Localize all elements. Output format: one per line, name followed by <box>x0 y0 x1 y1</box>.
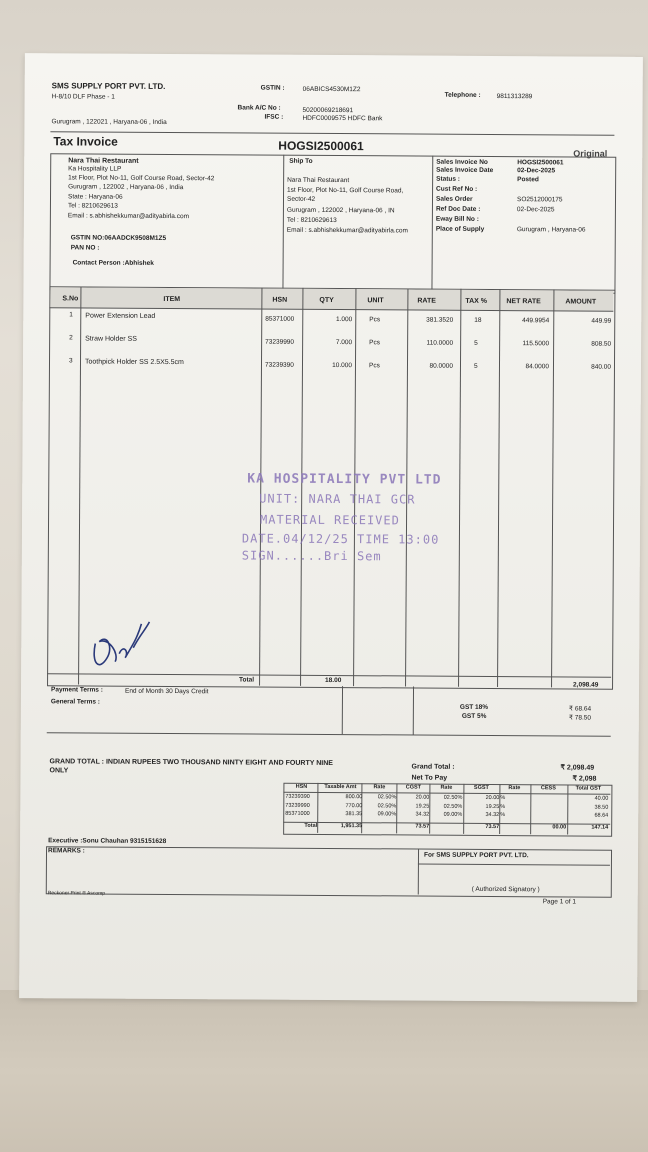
ship-to-address-2: Sector-42 <box>286 195 316 203</box>
contact-person: Contact Person :Abhishek <box>72 259 154 267</box>
tax-cell: 40.00 <box>594 795 609 802</box>
total-qty: 18.00 <box>325 676 342 685</box>
stamp-line-3: MATERIAL RECEIVED <box>260 512 400 528</box>
tax-header: CGST <box>405 784 422 791</box>
meta-value: Posted <box>517 176 539 184</box>
gst-18-value: ₹ 68.64 <box>568 705 592 713</box>
tax-header: Rate <box>440 784 453 791</box>
table-cell: 1.000 <box>335 316 353 324</box>
payment-terms-label: Payment Terms : <box>50 686 103 694</box>
seller-name: SMS SUPPLY PORT PVT. LTD. <box>51 81 166 91</box>
bill-to-address-1: 1st Floor, Plot No-11, Golf Course Road, Sector-42 <box>68 174 215 183</box>
table-cell: Power Extension Lead <box>85 312 156 320</box>
meta-label: Sales Invoice Date <box>436 166 494 174</box>
tax-total-cell: 147.14 <box>591 824 609 831</box>
table-cell: 115.5000 <box>522 340 550 348</box>
tax-cell: % <box>500 812 506 819</box>
tax-cell: 19.25 <box>415 803 430 810</box>
table-cell: 7.000 <box>335 339 353 347</box>
tax-header: CESS <box>540 785 556 792</box>
net-to-pay-value: ₹ 2,098 <box>572 775 597 783</box>
meta-label: Sales Invoice No <box>436 158 488 166</box>
seller-address-1: H-8/10 DLF Phase - 1 <box>51 93 115 101</box>
tax-cell: 02.50% <box>443 794 463 801</box>
tax-cell: 02.50% <box>377 802 397 809</box>
remarks-label: REMARKS : <box>47 847 85 855</box>
gst-5-value: ₹ 78.50 <box>568 714 592 722</box>
tax-total-cell: 73.57 <box>485 823 500 831</box>
column-header: RATE <box>417 297 436 305</box>
table-cell: 449.9954 <box>522 317 550 325</box>
tax-cell: 02.50% <box>443 803 463 810</box>
bill-to-email: Email : s.abhishekkumar@adityabirla.com <box>67 212 190 221</box>
ship-to-address-3: Gurugram , 122002 , Haryana-06 , IN <box>286 206 395 215</box>
total-label: Total <box>239 676 255 684</box>
general-terms-label: General Terms : <box>50 698 100 706</box>
ship-to-address-1: 1st Floor, Plot No-11, Golf Course Road, <box>287 186 404 195</box>
tax-header: Taxable Amt <box>324 783 357 791</box>
column-header: NET RATE <box>506 298 541 306</box>
tax-cell: 73239990 <box>285 802 310 809</box>
seller-address-2: Gurugram , 122021 , Haryana-06 , India <box>51 118 167 126</box>
tax-header: Rate <box>373 784 386 791</box>
grand-total-words-2: ONLY <box>49 767 69 775</box>
ifsc-label: IFSC : <box>264 113 284 121</box>
tax-cell: 20.00 <box>415 794 430 801</box>
doc-title: Tax Invoice <box>53 134 118 149</box>
table-cell: 80.0000 <box>429 362 454 370</box>
tax-cell: 73239390 <box>285 793 310 800</box>
handwritten-signature <box>89 614 159 674</box>
bill-to-state: State : Haryana-06 <box>67 193 123 201</box>
ship-to-label: Ship To <box>289 157 313 165</box>
payment-terms-value: End of Month 30 Days Credit <box>124 687 209 696</box>
ship-to-tel: Tel : 8210629613 <box>286 216 337 225</box>
table-cell: 449.99 <box>591 317 612 325</box>
tax-total-cell: 1,951.35 <box>340 823 363 830</box>
tax-header: Rate <box>508 785 521 792</box>
grand-total-value: ₹ 2,098.49 <box>560 764 595 772</box>
bill-to-company: Ka Hospitality LLP <box>68 165 122 173</box>
tax-cell: 34.32 <box>415 811 430 818</box>
net-to-pay-label: Net To Pay <box>411 774 448 782</box>
stamp-line-1: KA HOSPITALITY PVT LTD <box>247 471 442 488</box>
tax-cell: 38.50 <box>594 804 609 811</box>
tax-cell: 20.00 <box>485 794 500 802</box>
tax-cell: 09.00% <box>443 811 463 818</box>
table-cell: 110.0000 <box>426 339 454 347</box>
meta-label: Place of Supply <box>435 225 485 233</box>
table-cell: Pcs <box>369 339 380 347</box>
divider <box>50 131 614 135</box>
table-cell: Straw Holder SS <box>85 335 137 343</box>
table-cell: Pcs <box>368 362 380 370</box>
tax-cell: 19.25 <box>485 803 500 810</box>
gst-18-label: GST 18% <box>459 703 489 711</box>
table-cell: 2 <box>69 334 73 342</box>
for-company: For SMS SUPPLY PORT PVT. LTD. <box>423 851 529 860</box>
gst-5-label: GST 5% <box>461 712 487 720</box>
meta-label: Cust Ref No : <box>436 185 478 193</box>
table-cell: 18 <box>474 316 482 324</box>
meta-value: SO2512000175 <box>516 196 563 204</box>
meta-label: Eway Bill No : <box>435 215 479 223</box>
tax-cell: 34.32 <box>485 811 500 819</box>
table-cell: 85371000 <box>265 315 295 323</box>
column-header: HSN <box>272 296 288 304</box>
column-header: ITEM <box>163 295 181 304</box>
meta-label: Sales Order <box>435 195 473 203</box>
column-header: TAX % <box>465 297 488 305</box>
total-amount: 2,098.49 <box>573 681 599 689</box>
bill-to-pan: PAN NO : <box>70 244 100 252</box>
meta-value: HOGSI2500061 <box>517 159 564 167</box>
bill-to-gstin: GSTIN NO:06AADCK9508M1Z5 <box>70 234 167 242</box>
table-cell: 84.0000 <box>525 363 550 371</box>
telephone-value: 9811313289 <box>496 93 533 101</box>
table-cell: 73239990 <box>265 338 295 346</box>
grand-total-words: GRAND TOTAL : INDIAN RUPEES TWO THOUSAND NINTY EIGHT AND FOURTY NINE <box>49 758 333 768</box>
table-cell: Pcs <box>369 316 381 324</box>
meta-label: Ref Doc Date : <box>435 205 481 213</box>
bill-to-name: Nara Thai Restaurant <box>68 157 139 165</box>
table-cell: 381.3520 <box>426 316 454 324</box>
table-cell: 1 <box>69 311 73 319</box>
tax-header: Total GST <box>575 785 602 792</box>
table-cell: 10.000 <box>332 362 353 370</box>
ifsc-value: HDFC0009575 HDFC Bank <box>302 114 383 123</box>
meta-value: 02-Dec-2025 <box>516 206 555 214</box>
tax-header: HSN <box>295 783 308 790</box>
column-header: UNIT <box>367 297 384 305</box>
table-surface <box>0 990 648 1152</box>
column-header: S.No <box>62 295 79 303</box>
tax-cell: 02.50% <box>377 794 397 801</box>
meta-value: Gurugram , Haryana-06 <box>516 226 586 234</box>
stamp-line-5: SIGN......Bri Sem <box>241 548 382 564</box>
tax-header: SGST <box>473 784 489 791</box>
bill-to-tel: Tel : 8210629613 <box>67 202 118 210</box>
tax-total-cell: 00.00 <box>552 824 567 831</box>
table-cell: 3 <box>68 357 73 365</box>
tax-cell: 68.64 <box>594 812 609 819</box>
ship-to-name: Nara Thai Restaurant <box>287 176 350 185</box>
tax-total-cell: 73.57 <box>415 823 430 830</box>
table-cell: 5 <box>474 339 478 347</box>
stamp-line-4: DATE.04/12/25 TIME 13:00 <box>241 531 440 547</box>
gstin-value: 06ABICS4530M1Z2 <box>302 85 361 94</box>
page-number: Page 1 of 1 <box>542 898 576 906</box>
tax-cell: 770.00 <box>345 802 363 809</box>
stamp-line-2: UNIT: NARA THAI GCR <box>259 491 416 507</box>
copy-label: Original <box>573 148 608 159</box>
invoice-number: HOGSI2500061 <box>278 138 364 154</box>
telephone-label: Telephone : <box>444 91 481 99</box>
invoice-sheet <box>19 53 643 1002</box>
table-cell: 808.50 <box>591 340 612 348</box>
print-credit: Reckoner Print ® Ascomp <box>47 890 106 897</box>
gstin-label: GSTIN : <box>260 84 285 92</box>
tax-cell: 800.00 <box>345 794 363 801</box>
meta-value: 02-Dec-2025 <box>517 167 556 175</box>
column-header: AMOUNT <box>565 298 597 306</box>
table-cell: 840.00 <box>591 363 612 371</box>
authorized-signatory: ( Authorized Signatory ) <box>471 885 540 894</box>
tax-cell: 85371000 <box>285 810 310 817</box>
tax-cell: 09.00% <box>377 811 397 818</box>
grand-total-label: Grand Total : <box>411 763 455 771</box>
meta-label: Status : <box>436 175 460 183</box>
executive: Executive :Sonu Chauhan 9315151628 <box>48 837 167 845</box>
tax-total-cell: Total <box>304 822 318 829</box>
column-header: QTY <box>319 296 334 305</box>
bank-value: 50200069218691 <box>302 106 354 115</box>
tax-cell: % <box>500 795 506 802</box>
tax-cell: 381.35 <box>345 811 363 818</box>
table-cell: 73239390 <box>264 361 294 369</box>
bank-label: Bank A/C No : <box>237 104 281 112</box>
tax-cell: % <box>500 803 506 810</box>
bill-to-address-2: Gurugram , 122002 , Haryana-06 , India <box>68 183 184 192</box>
table-cell: 5 <box>473 362 478 370</box>
ship-to-email: Email : s.abhishekkumar@adityabirla.com <box>286 226 408 235</box>
table-cell: Toothpick Holder SS 2.5X5.5cm <box>84 358 184 367</box>
